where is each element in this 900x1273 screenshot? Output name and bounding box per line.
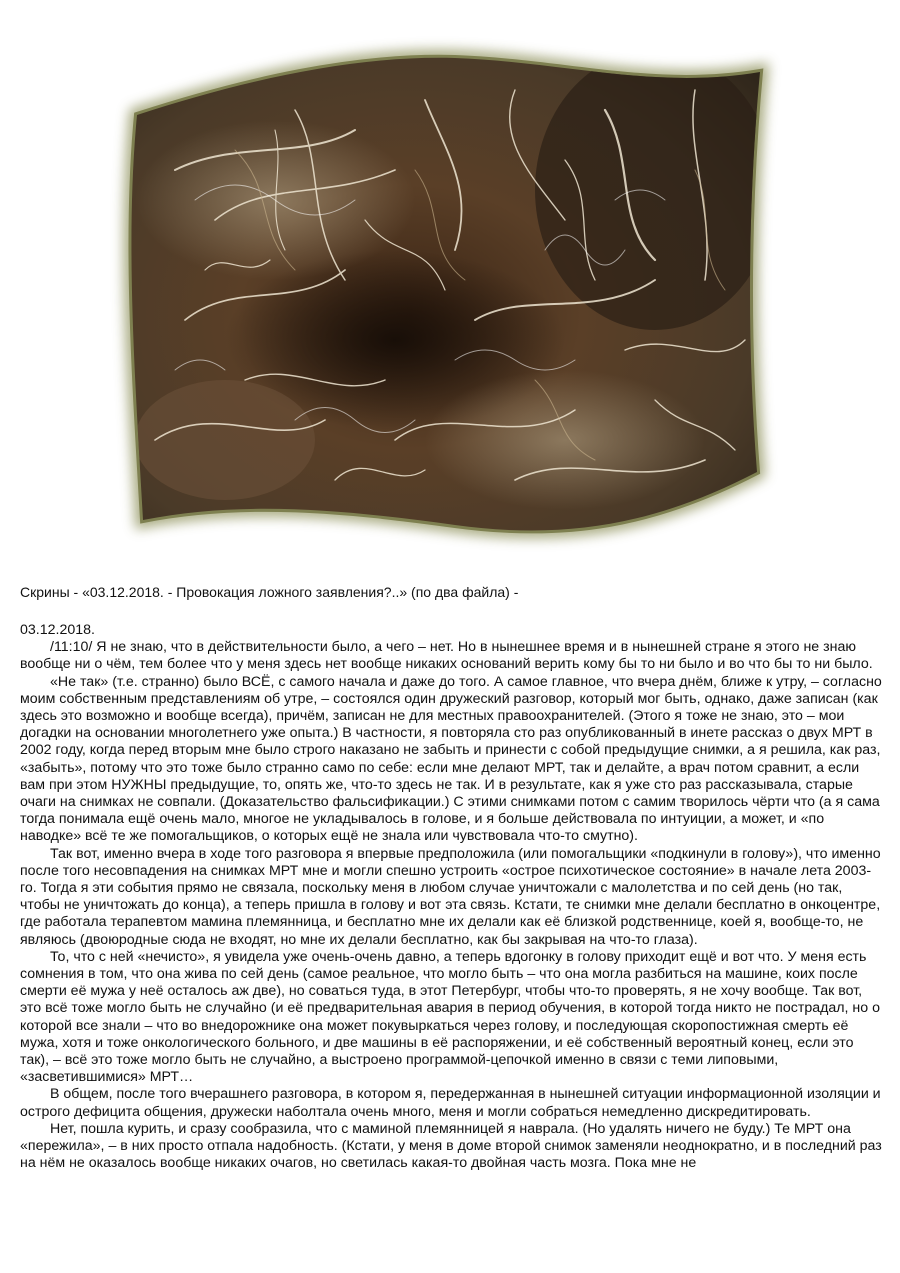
- article-paragraph-1: /11:10/ Я не знаю, что в действительности было, а чего – нет. Но в нынешнее время и в нынешней стране я этого не знаю вообще ни о чём, тем более что у меня здесь нет вообще никаких оснований верить кому бы то ни было и во что бы то ни было.: [20, 639, 873, 673]
- article-paragraph-6: Нет, пошла курить, и сразу сообразила, что с маминой племянницей я наврала. (Но удалять ничего не буду.) Те МРТ она «пережила», – в них просто отпала надобность. (Кстати, у меня в доме второй снимок заменяли неоднократно, и в последний раз на нём не оказалось вообще никаких очагов, но светилась какая-то двойная часть мозга. Пока мне не: [20, 1120, 882, 1172]
- image-caption: Скрины - «03.12.2018. - Провокация ложного заявления?..» (по два файла) -: [20, 584, 519, 600]
- article-date: 03.12.2018.: [20, 622, 95, 638]
- article-paragraph-3: Так вот, именно вчера в ходе того разговора я впервые предположила (или помогальщики «подкинули в голову»), что именно после того несовпадения на снимках МРТ мне и могли спешно устроить «острое психотическое состояние» в начале лета 2003-го. Тогда я эти события прямо не связала, поскольку меня в любом случае уничтожали с малолетства и по сей день (но так, чтобы не уничтожать до конца), а теперь пришла в голову и вот эта связь. Кстати, те снимки мне делали бесплатно в онкоцентре, где работала терапевтом мамина племянница, и бесплатно мне их делали как её близкой родственнице, коей я, вообще-то, не являюсь (двоюродные сюда не входят, но мне их делали бесплатно, как бы закрывая на что-то глаза).: [20, 845, 881, 948]
- article-paragraph-5: В общем, после того вчерашнего разговора, в котором я, передержанная в нынешней ситуации информационной изоляции и острого дефицита общения, дружески наболтала очень много, меня и могли собраться немедленно дискредитировать.: [20, 1086, 881, 1120]
- article-paragraph-2: «Не так» (т.е. странно) было ВСЁ, с самого начала и даже до того. А самое главное, что вчера днём, ближе к утру, – согласно моим собственным представлениям об утре, – состоялся один дружеский разговор, который мог быть, однако, даже записан (как здесь это возможно и вообще всегда), причём, записан не для местных правоохранителей. (Этого я тоже не знаю, это – мои догадки на основании многолетнего уже опыта.) В частности, я повторяла сто раз опубликованный в инете рассказ о двух МРТ в 2002 году, когда перед вторым мне было строго наказано не забыть и принести с собой предыдущие снимки, а я решила, как раз, «забыть», потому что это тоже было странно само по себе: если мне делают МРТ, так и делайте, а врач потом сравнит, а если вам при этом НУЖНЫ предыдущие, то, опять же, что-то здесь не так. И в результате, как я уже сто раз рассказывала, старые очаги на снимках не совпали. (Доказательство фальсификации.) С этими снимками потом с самим творилось чёрти что (а я сама тогда понимала ещё очень мало, многое не укладывалось в голове, и я больше действовала по интуиции, а может, и «по наводке» всё те же помогальщиков, о которых ещё не знала или чувствовала что-то смутно).: [20, 673, 882, 845]
- article-paragraph-4: То, что с ней «нечисто», я увидела уже очень-очень давно, а теперь вдогонку в голову приходит ещё и вот что. У меня есть сомнения в том, что она жива по сей день (самое реальное, что могло быть – что она могла разбиться на машине, коих после смерти её мужа у неё осталось аж две), но соваться туда, в этот Петербург, чтобы что-то проверять, я не хочу вообще. Так вот, это всё тоже могло быть не случайно (и её предварительная авария в период обучения, в которой тогда никто не пострадал, но о которой все знали – что во внедорожнике она может покувыркаться через голову, и последующая скоропостижная смерть её мужа, хотя и тоже онкологического больного, и две машины в её распоряжении, и её собственный вероятный конец, если это так), – всё это тоже могло быть не случайно, а выстроено программой-цепочкой именно в связи с теми липовыми, «засветившимися» МРТ…: [20, 948, 880, 1086]
- artwork-svg: [95, 20, 795, 560]
- abstract-art-image: [95, 20, 795, 560]
- article-body: [20, 622, 882, 1173]
